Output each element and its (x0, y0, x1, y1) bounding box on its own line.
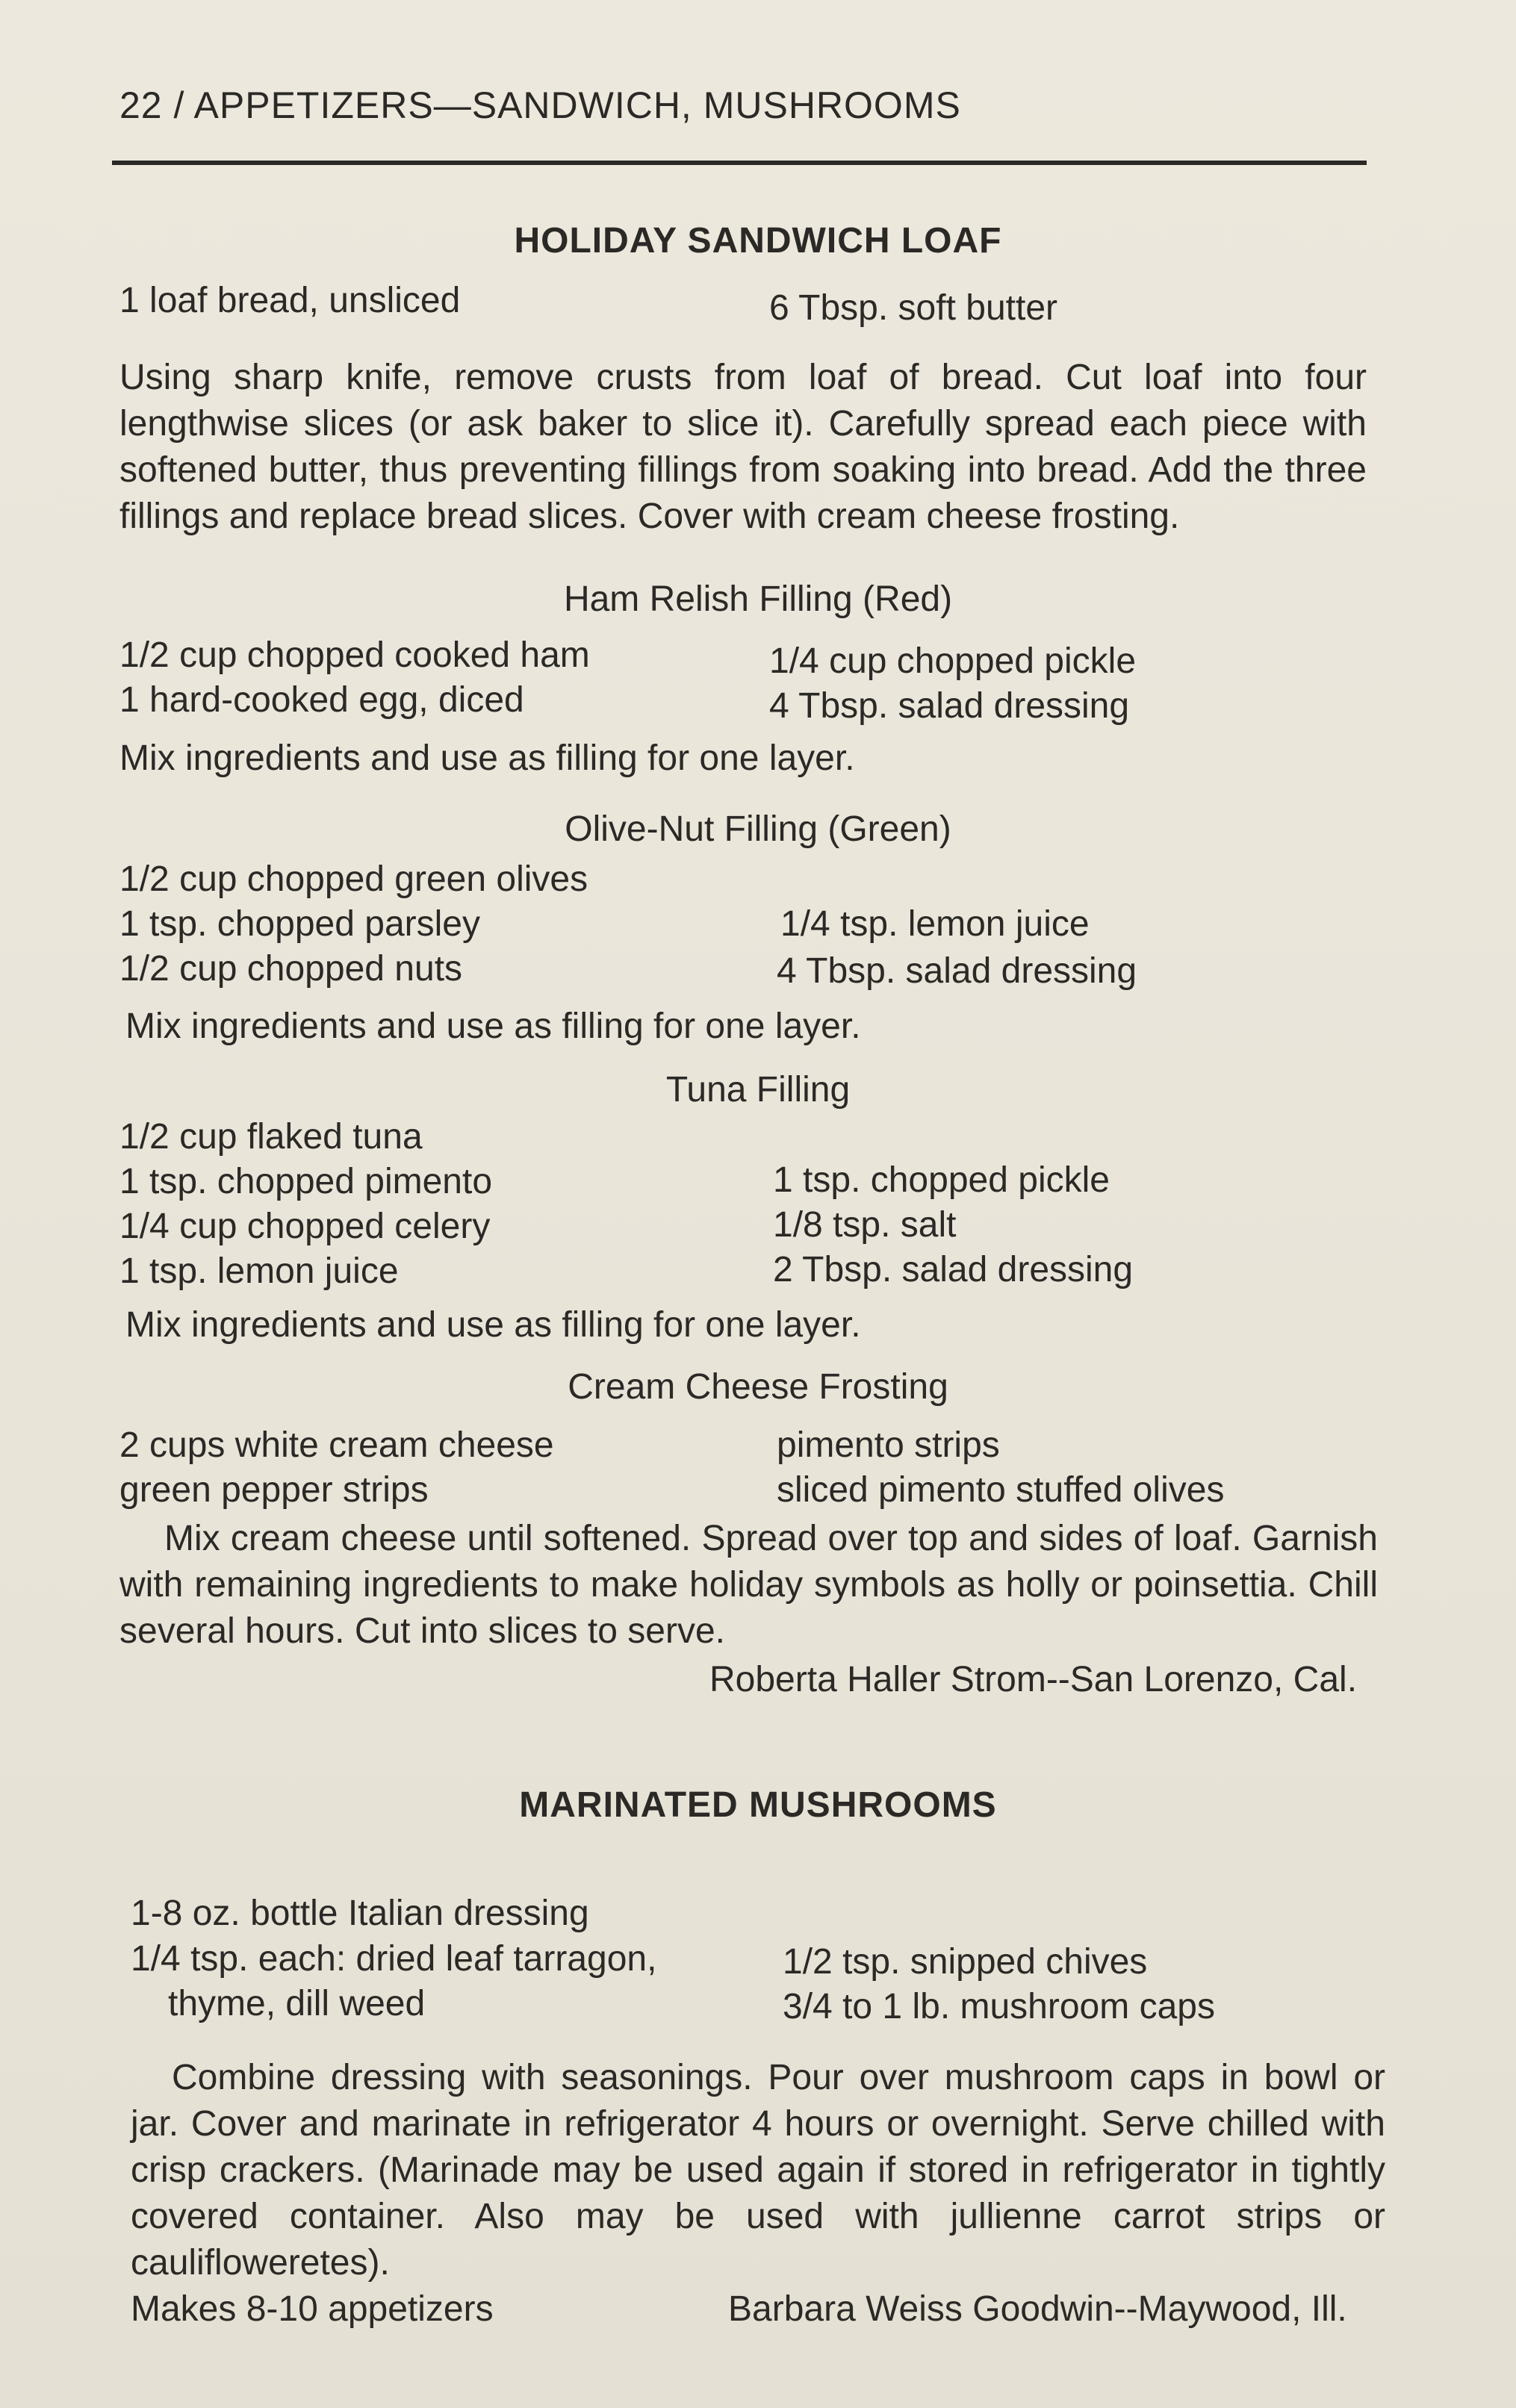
recipe-attribution: Barbara Weiss Goodwin--Maywood, Ill. (728, 2289, 1347, 2329)
recipe-title-marinated-mushrooms: MARINATED MUSHROOMS (519, 1785, 997, 1825)
ingredient-left: 1/2 cup chopped nuts (119, 949, 463, 989)
ingredient-left: 1/4 tsp. each: dried leaf tarragon, (131, 1939, 657, 1979)
page-header: 22 / APPETIZERS—SANDWICH, MUSHROOMS (119, 84, 961, 126)
recipe-attribution: Roberta Haller Strom--San Lorenzo, Cal. (709, 1660, 1358, 1699)
subrecipe-title-olive-nut: Olive-Nut Filling (Green) (565, 809, 951, 849)
ingredient-right: 1 tsp. chopped pickle (773, 1160, 1110, 1200)
ingredient-left: 1 tsp. chopped parsley (119, 904, 480, 944)
ingredient-left: 1 loaf bread, unsliced (119, 281, 461, 320)
ingredient-left: 2 cups white cream cheese (119, 1425, 554, 1465)
ingredient-right: 3/4 to 1 lb. mushroom caps (783, 1987, 1215, 2026)
ingredient-right: 4 Tbsp. salad dressing (769, 686, 1130, 726)
ingredient-left: 1 tsp. lemon juice (119, 1251, 399, 1291)
ingredient-left: thyme, dill weed (168, 1984, 426, 2023)
ingredient-right: 1/8 tsp. salt (773, 1205, 957, 1245)
ingredient-right: 1/2 tsp. snipped chives (783, 1942, 1148, 1982)
ingredient-left: 1 hard-cooked egg, diced (119, 680, 524, 720)
subrecipe-instructions: Mix ingredients and use as filling for one layer. (125, 1007, 861, 1046)
recipe-yield: Makes 8-10 appetizers (131, 2289, 494, 2329)
ingredient-right: sliced pimento stuffed olives (777, 1470, 1225, 1510)
recipe-title-holiday-sandwich-loaf: HOLIDAY SANDWICH LOAF (514, 221, 1002, 261)
header-divider (112, 161, 1367, 165)
frosting-instructions: Mix cream cheese until softened. Spread over top and sides of loaf. Garnish with remaining ingredients to make holiday symbols as holly or poinsettia. Chill several hours. Cut into slices to serve. (119, 1519, 1378, 1651)
ingredient-left: 1/4 cup chopped celery (119, 1207, 491, 1246)
subrecipe-instructions: Mix ingredients and use as filling for one layer. (125, 1305, 861, 1345)
ingredient-right: 4 Tbsp. salad dressing (777, 951, 1137, 991)
ingredient-right: pimento strips (777, 1425, 1000, 1465)
ingredient-left: 1 tsp. chopped pimento (119, 1162, 493, 1201)
ingredient-right: 1/4 tsp. lemon juice (780, 904, 1090, 944)
subrecipe-title-cream-cheese-frosting: Cream Cheese Frosting (568, 1367, 948, 1407)
recipe-instructions: Combine dressing with seasonings. Pour over mushroom caps in bowl or jar. Cover and marinate in refrigerator 4 hours or overnight. Serve chilled with crisp crackers. (Marinade may be used again if stored in refrigerator in tightly covered container. Also may be used with jullienne carrot strips or caulifloweretes). (131, 2058, 1385, 2283)
ingredient-full: 1-8 oz. bottle Italian dressing (131, 1894, 589, 1933)
ingredient-full: 1/2 cup flaked tuna (119, 1117, 423, 1157)
subrecipe-title-ham-relish: Ham Relish Filling (Red) (563, 579, 953, 619)
recipe-instructions: Using sharp knife, remove crusts from loaf of bread. Cut loaf into four lengthwise slices (or ask baker to slice it). Carefully spread each piece with softened butter, thus preventing fillings from soaking into bread. Add the three fillings and replace bread slices. Cover with cream cheese frosting. (119, 358, 1367, 536)
subrecipe-instructions: Mix ingredients and use as filling for one layer. (119, 738, 855, 778)
ingredient-left: 1/2 cup chopped cooked ham (119, 635, 590, 675)
ingredient-right: 2 Tbsp. salad dressing (773, 1250, 1134, 1289)
ingredient-left: green pepper strips (119, 1470, 429, 1510)
subrecipe-title-tuna: Tuna Filling (665, 1070, 851, 1110)
ingredient-right: 6 Tbsp. soft butter (769, 288, 1057, 328)
ingredient-full: 1/2 cup chopped green olives (119, 859, 588, 899)
ingredient-right: 1/4 cup chopped pickle (769, 641, 1137, 681)
